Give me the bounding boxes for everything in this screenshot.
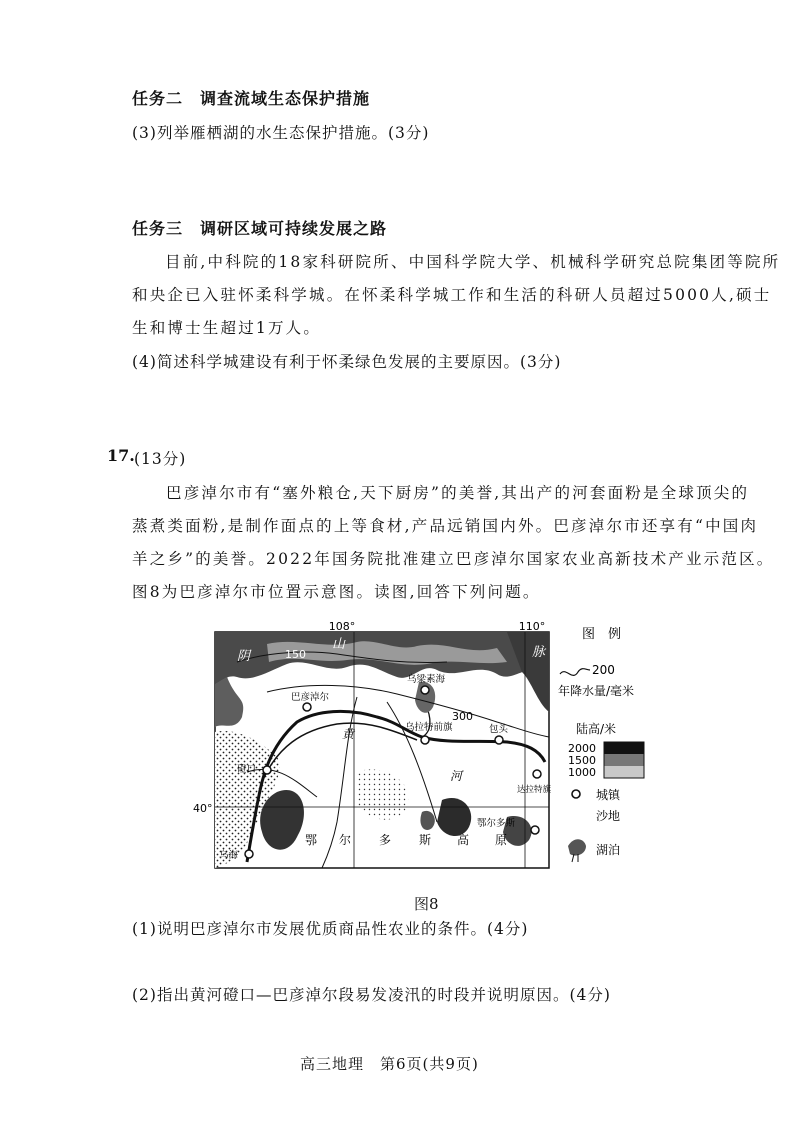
plateau-label: 尔 [339,833,352,847]
region-label: 阴 [237,649,251,664]
legend-isohyet-label: 年降水量/毫米 [558,684,635,698]
question-3: (3)列举雁栖湖的水生态保护措施。(3分) [132,124,430,142]
city-marker-urad-front [421,736,429,744]
plateau-label: 多 [379,833,392,847]
legend-elev-title: 陆高/米 [576,722,617,736]
plateau-label: 斯 [419,833,432,847]
question-17-1: (1)说明巴彦淖尔市发展优质商品性农业的条件。(4分) [132,920,529,938]
city-marker-ordos [531,826,539,834]
legend-isohyet-value: 200 [592,663,615,677]
city-marker-baotou [495,736,503,744]
city-label: 巴彦淖尔 [291,692,330,703]
legend-lake-label: 湖泊 [596,843,621,857]
figure-8-map [193,620,587,876]
legend-town-label: 城镇 [596,788,621,802]
city-label: 乌海 [219,850,239,861]
figure-caption: 图8 [414,895,439,913]
elev-swatch-2000 [604,742,644,754]
plateau-label: 高 [457,833,470,847]
elev-swatch-1000 [604,766,644,778]
city-marker-bayannur [303,703,311,711]
task2-title: 任务二 调查流域生态保护措施 [132,89,371,108]
isohyet-legend-icon [560,669,590,676]
legend-elev-value: 1500 [568,754,596,767]
q17-para-line: 图8为巴彦淖尔市位置示意图。读图,回答下列问题。 [132,583,541,601]
region-label: 山 [332,637,346,652]
q17-para-line: 蒸煮类面粉,是制作面点的上等食材,产品远销国内外。巴彦淖尔市还享有“中国肉 [132,517,759,535]
city-label: 乌梁素海 [407,674,446,685]
question-17-number: 17. [107,446,135,465]
plateau-label: 原 [495,833,508,847]
town-legend-icon [572,790,580,798]
city-label: 达拉特旗 [517,785,552,795]
task3-title: 任务三 调研区域可持续发展之路 [132,219,388,238]
q17-para-line: 羊之乡”的美誉。2022年国务院批准建立巴彦淖尔国家农业高新技术产业示范区。 [132,550,775,568]
question-17-2: (2)指出黄河磴口—巴彦淖尔段易发凌汛的时段并说明原因。(4分) [132,986,611,1004]
task3-para-line: 生和博士生超过1万人。 [132,319,322,337]
plateau-label: 鄂 [305,833,318,847]
task3-para-line: 和央企已入驻怀柔科学城。在怀柔科学城工作和生活的科研人员超过5000人,硕士 [132,286,772,304]
city-label: 鄂尔多斯 [477,818,516,829]
city-label: 包头 [489,724,509,735]
lake-legend-icon [568,839,586,855]
question-17-points: (13分) [134,450,187,468]
river-label: 河 [450,769,463,783]
legend-elev-value: 1000 [568,766,596,779]
city-marker-dengkou [263,766,271,774]
city-marker-dalad [533,770,541,778]
elev-swatch-1500 [604,754,644,766]
legend-elev-value: 2000 [568,742,596,755]
city-label: 乌拉特前旗 [405,722,453,733]
region-label: 脉 [532,645,546,660]
lat-label: 40° [193,802,213,815]
task3-para-line: 目前,中科院的18家科研院所、中国科学院大学、机械科学研究总院集团等院所 [165,253,781,271]
city-marker-wuliangsuhai [421,686,429,694]
map-legend [556,622,666,872]
legend-sand-label: 沙地 [596,809,621,823]
isohyet-label: 150 [285,648,306,661]
q17-para-line: 巴彦淖尔市有“塞外粮仓,天下厨房”的美誉,其出产的河套面粉是全球顶尖的 [166,484,750,502]
lon-label: 108° [328,620,356,633]
river-label: 黄 [342,727,355,741]
page-footer: 高三地理 第6页(共9页) [300,1055,479,1073]
question-4: (4)简述科学城建设有利于怀柔绿色发展的主要原因。(3分) [132,353,562,371]
city-label: 磴口 [237,764,257,775]
city-marker-wuhai [245,850,253,858]
legend-title: 图 例 [582,627,622,642]
isohyet-label: 300 [452,710,473,723]
lon-label: 110° [518,620,546,633]
